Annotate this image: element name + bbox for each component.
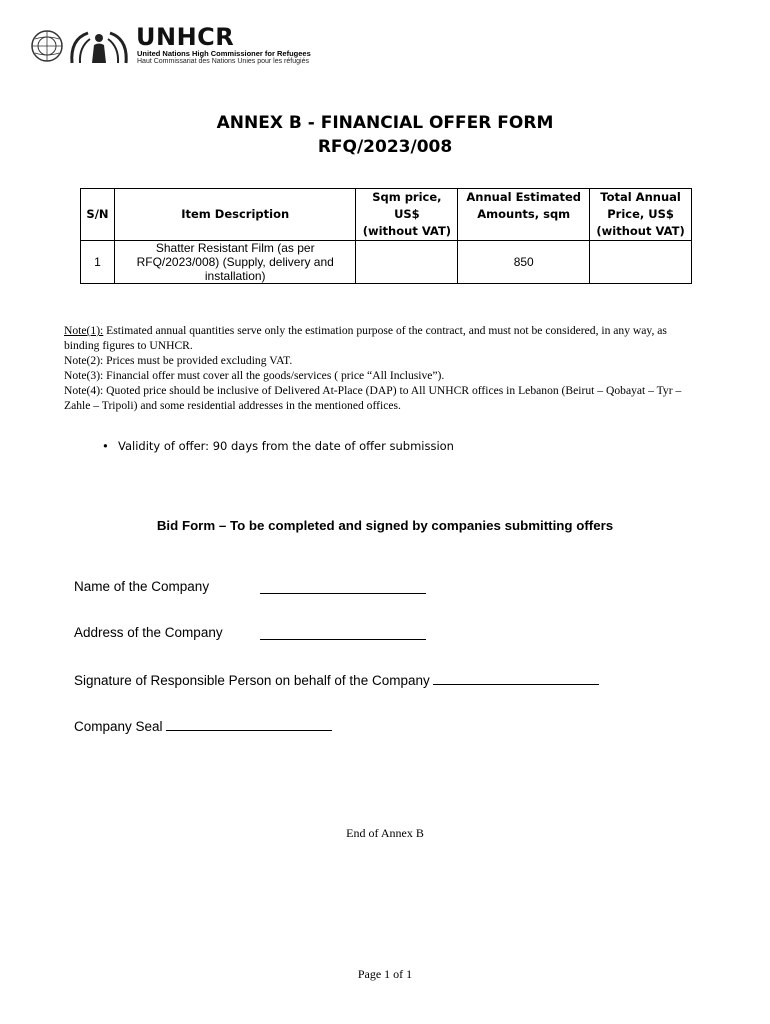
financial-offer-table: [80, 188, 692, 284]
note-1-text: Estimated annual quantities serve only the estimation purpose of the contract, and must not be considered, in any way, as binding figures to UNHCR.: [64, 324, 667, 352]
header-sn: S/N: [81, 189, 115, 241]
header-total-price: [590, 189, 692, 241]
validity-bullet: [102, 439, 454, 453]
company-name-blank[interactable]: [260, 580, 426, 594]
un-emblem-icon: [30, 29, 64, 63]
page-number: Page 1 of 1: [357, 967, 413, 981]
company-name-field: [74, 579, 209, 594]
cell-item-description: [114, 241, 355, 284]
brand-subtitle-en: United Nations High Commissioner for Refugees: [137, 49, 311, 58]
bid-form-title: Bid Form – To be completed and signed by companies submitting offers: [156, 518, 614, 533]
note-1: [64, 323, 704, 353]
unhcr-logo: [30, 23, 320, 69]
cell-sn: 1: [81, 241, 115, 284]
cell-item-description-line2: RFQ/2023/008) (Supply, delivery and: [136, 255, 334, 269]
header-sqm-price-line1: Sqm price,: [372, 190, 442, 204]
header-annual-amounts-line2: Amounts, sqm: [477, 207, 571, 221]
header-item-description: Item Description: [114, 189, 355, 241]
bullet-icon: •: [102, 439, 109, 453]
document-title: ANNEX B - FINANCIAL OFFER FORM: [216, 113, 554, 133]
notes-section: [64, 323, 704, 413]
signature-label: Signature of Responsible Person on behalf of the Company: [74, 673, 434, 688]
company-seal-label: Company Seal: [74, 719, 167, 734]
header-total-price-line2: Price, US$: [607, 207, 674, 221]
validity-text: Validity of offer: 90 days from the date of offer submission: [118, 439, 454, 453]
note-2: Note(2): Prices must be provided excluding VAT.: [64, 354, 293, 367]
signature-field: [74, 671, 599, 688]
company-address-field: [74, 625, 223, 640]
company-address-label: Address of the Company: [74, 625, 223, 640]
header-annual-amounts-line1: Annual Estimated: [466, 190, 581, 204]
table-row: [81, 241, 692, 284]
note-4: Note(4): Quoted price should be inclusive of Delivered At-Place (DAP) to All UNHCR offices in Lebanon (Beirut – Qobayat – Tyr – Zahle – Tripoli) and some residential addresses in the mentioned offices.: [64, 384, 682, 412]
cell-total-price[interactable]: [590, 241, 692, 284]
header-sqm-price-line3: (without VAT): [362, 224, 452, 238]
note-1-label: Note(1):: [64, 324, 104, 337]
header-total-price-line3: (without VAT): [596, 224, 685, 238]
unhcr-hands-icon: [68, 29, 130, 65]
end-of-annex: End of Annex B: [346, 826, 424, 840]
rfq-number: RFQ/2023/008: [317, 137, 453, 157]
header-sqm-price-line2: US$: [394, 207, 420, 221]
company-name-label: Name of the Company: [74, 579, 210, 594]
cell-item-description-line3: installation): [204, 269, 266, 283]
brand-name: UNHCR: [136, 23, 235, 51]
header-annual-amounts: [458, 189, 590, 241]
company-seal-blank[interactable]: [166, 717, 332, 731]
cell-sqm-price[interactable]: [356, 241, 458, 284]
cell-annual-amount: 850: [458, 241, 590, 284]
company-seal-field: [74, 717, 332, 734]
company-address-blank[interactable]: [260, 626, 426, 640]
header-sqm-price: [356, 189, 458, 241]
header-total-price-line1: Total Annual: [600, 190, 681, 204]
table-header-row: [81, 189, 692, 241]
brand-subtitle-fr: Haut Commissariat des Nations Unies pour les réfugiés: [137, 58, 309, 65]
cell-item-description-line1: Shatter Resistant Film (as per: [155, 241, 315, 255]
note-3: Note(3): Financial offer must cover all the goods/services ( price “All Inclusive”).: [64, 369, 445, 382]
signature-blank[interactable]: [433, 671, 599, 685]
